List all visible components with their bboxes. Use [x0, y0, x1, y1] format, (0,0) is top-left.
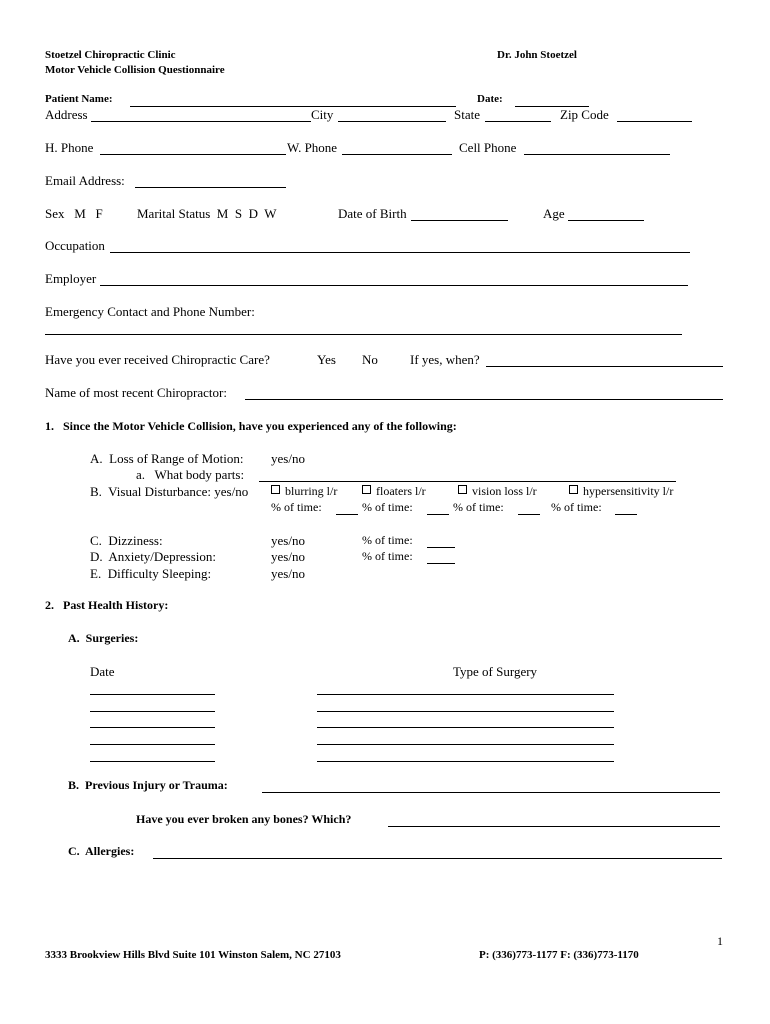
dob-label: Date of Birth	[338, 206, 407, 221]
anxiety-pct-field[interactable]	[427, 549, 455, 564]
occupation-field[interactable]	[110, 238, 690, 253]
surgery-type-field[interactable]	[317, 713, 614, 728]
form-title: Motor Vehicle Collision Questionnaire	[45, 64, 225, 76]
broken-bones-label: Have you ever broken any bones? Which?	[136, 812, 352, 826]
blurring-option[interactable]: blurring l/r	[271, 485, 337, 497]
q1-d-yesno[interactable]: yes/no	[271, 549, 305, 564]
dizziness-pct-field[interactable]	[427, 533, 455, 548]
q1-c-label: C. Dizziness:	[90, 533, 163, 548]
pct-time-label: % of time:	[453, 500, 504, 514]
previous-injury-label: B. Previous Injury or Trauma:	[68, 778, 228, 792]
footer-phone: P: (336)773-1177 F: (336)773-1170	[479, 949, 639, 961]
q1-a-sub-label: a. What body parts:	[136, 467, 245, 482]
if-yes-when-label: If yes, when?	[410, 352, 480, 367]
chiro-no-option[interactable]: No	[362, 352, 378, 367]
pct-time-field-3[interactable]	[518, 500, 540, 515]
q1-b-label: B. Visual Disturbance: yes/no	[90, 484, 249, 499]
q1-c-yesno[interactable]: yes/no	[271, 533, 305, 548]
email-field[interactable]	[135, 173, 286, 188]
employer-label: Employer	[45, 271, 97, 286]
pct-time-label: % of time:	[271, 500, 322, 514]
if-yes-when-field[interactable]	[486, 352, 723, 367]
surgery-type-field[interactable]	[317, 697, 614, 712]
age-label: Age	[543, 206, 565, 221]
recent-chiro-label: Name of most recent Chiropractor:	[45, 385, 227, 400]
occupation-label: Occupation	[45, 238, 105, 253]
date-field[interactable]	[515, 92, 589, 107]
cell-phone-field[interactable]	[524, 140, 670, 155]
hypersensitivity-option[interactable]: hypersensitivity l/r	[569, 485, 673, 497]
surgery-type-field[interactable]	[317, 730, 614, 745]
city-field[interactable]	[338, 107, 446, 122]
surgery-type-header: Type of Surgery	[453, 664, 538, 679]
home-phone-field[interactable]	[100, 140, 286, 155]
address-label: Address	[45, 107, 88, 122]
chiro-yes-option[interactable]: Yes	[317, 352, 336, 367]
surgery-date-field[interactable]	[90, 713, 215, 728]
vision-loss-option[interactable]: vision loss l/r	[458, 485, 537, 497]
age-field[interactable]	[568, 206, 644, 221]
surgery-type-field[interactable]	[317, 747, 614, 762]
dob-field[interactable]	[411, 206, 508, 221]
surgery-date-header: Date	[90, 664, 115, 679]
pct-time-label: % of time:	[362, 549, 413, 563]
footer-address: 3333 Brookview Hills Blvd Suite 101 Winston Salem, NC 27103	[45, 949, 341, 961]
allergies-label: C. Allergies:	[68, 844, 135, 858]
surgery-date-field[interactable]	[90, 680, 215, 695]
checkbox-icon[interactable]	[569, 485, 578, 494]
emergency-contact-field[interactable]	[45, 320, 682, 335]
email-label: Email Address:	[45, 173, 125, 188]
checkbox-icon[interactable]	[271, 485, 280, 494]
state-field[interactable]	[485, 107, 551, 122]
date-label: Date:	[477, 93, 503, 105]
work-phone-field[interactable]	[342, 140, 452, 155]
address-field[interactable]	[91, 107, 311, 122]
sex-options[interactable]: Sex M F	[45, 206, 103, 221]
emergency-contact-label: Emergency Contact and Phone Number:	[45, 304, 255, 319]
q1-e-yesno[interactable]: yes/no	[271, 566, 305, 581]
pct-time-field-1[interactable]	[336, 500, 358, 515]
clinic-name: Stoetzel Chiropractic Clinic	[45, 49, 176, 61]
pct-time-field-4[interactable]	[615, 500, 637, 515]
zip-field[interactable]	[617, 107, 692, 122]
home-phone-label: H. Phone	[45, 140, 94, 155]
employer-field[interactable]	[100, 271, 688, 286]
chiro-care-question: Have you ever received Chiropractic Care?	[45, 352, 270, 367]
surgery-date-field[interactable]	[90, 730, 215, 745]
checkbox-icon[interactable]	[458, 485, 467, 494]
work-phone-label: W. Phone	[287, 140, 338, 155]
checkbox-icon[interactable]	[362, 485, 371, 494]
zip-label: Zip Code	[560, 107, 609, 122]
pct-time-label: % of time:	[362, 500, 413, 514]
body-parts-field[interactable]	[259, 467, 676, 482]
pct-time-label: % of time:	[362, 533, 413, 547]
recent-chiro-field[interactable]	[245, 385, 723, 400]
q1-heading: 1. Since the Motor Vehicle Collision, have you experienced any of the following:	[45, 419, 457, 433]
marital-status-options[interactable]: Marital Status M S D W	[137, 206, 277, 221]
q1-e-label: E. Difficulty Sleeping:	[90, 566, 212, 581]
doctor-name: Dr. John Stoetzel	[497, 49, 577, 61]
q1-a-label: A. Loss of Range of Motion:	[90, 451, 244, 466]
patient-name-label: Patient Name:	[45, 93, 113, 105]
pct-time-label: % of time:	[551, 500, 602, 514]
city-label: City	[311, 107, 334, 122]
broken-bones-field[interactable]	[388, 812, 720, 827]
previous-injury-field[interactable]	[262, 778, 720, 793]
allergies-field[interactable]	[153, 844, 722, 859]
surgery-type-field[interactable]	[317, 680, 614, 695]
q2-heading: 2. Past Health History:	[45, 598, 169, 612]
surgery-date-field[interactable]	[90, 697, 215, 712]
surgeries-heading: A. Surgeries:	[68, 631, 139, 645]
state-label: State	[454, 107, 480, 122]
cell-phone-label: Cell Phone	[459, 140, 517, 155]
q1-d-label: D. Anxiety/Depression:	[90, 549, 217, 564]
floaters-option[interactable]: floaters l/r	[362, 485, 426, 497]
patient-name-field[interactable]	[130, 92, 456, 107]
pct-time-field-2[interactable]	[427, 500, 449, 515]
page-number: 1	[717, 934, 723, 948]
q1-a-yesno[interactable]: yes/no	[271, 451, 305, 466]
surgery-date-field[interactable]	[90, 747, 215, 762]
